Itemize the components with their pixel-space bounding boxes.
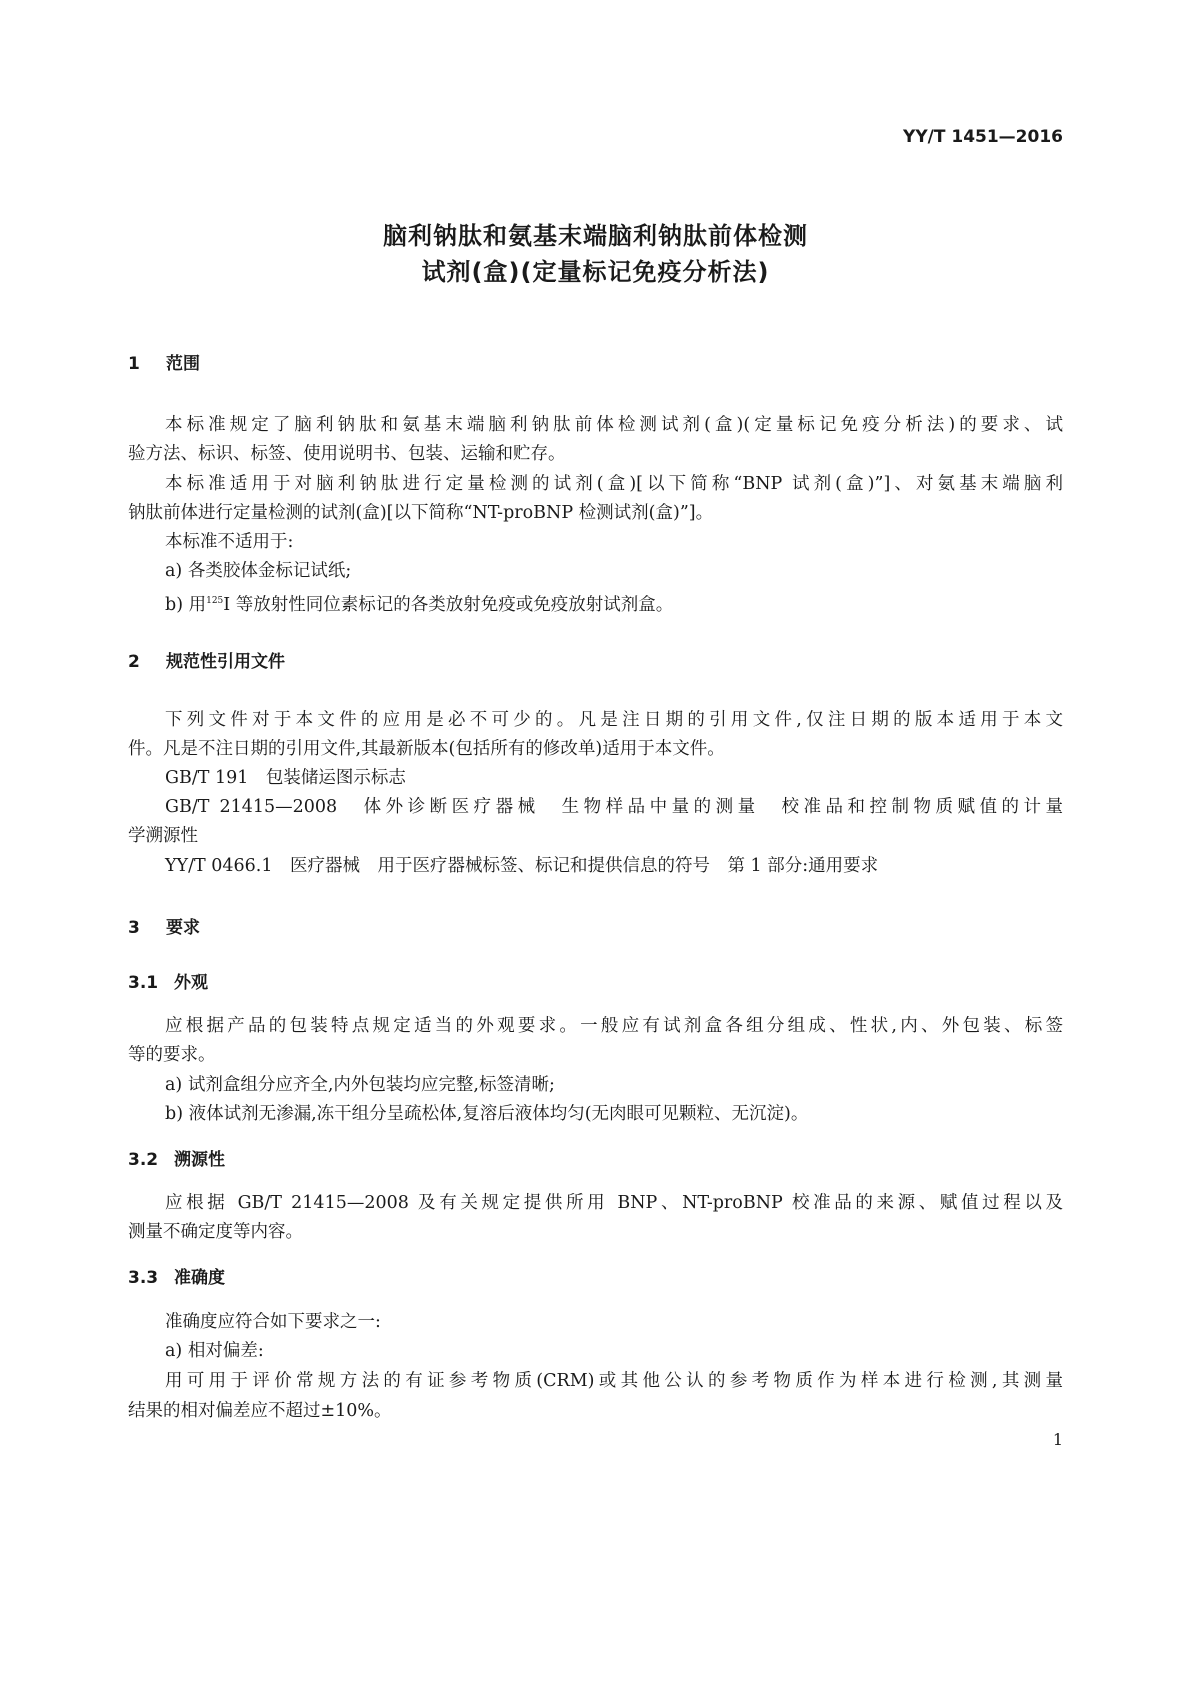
paragraph-line: 用可用于评价常规方法的有证参考物质(CRM)或其他公认的参考物质作为样本进行检测,其测量 xyxy=(165,1371,1063,1391)
paragraph-line: 下列文件对于本文件的应用是必不可少的。凡是注日期的引用文件,仅注日期的版本适用于本文 xyxy=(165,710,1063,730)
reference-item-cont: 学溯源性 xyxy=(128,826,198,846)
reference-item: YY/T 0466.1 医疗器械 用于医疗器械标签、标记和提供信息的符号 第 1 部分:通用要求 xyxy=(165,856,879,876)
list-item: a) 相对偏差: xyxy=(165,1341,264,1361)
section-3-heading: 3 要求 xyxy=(128,918,200,938)
paragraph-line: 应根据产品的包装特点规定适当的外观要求。一般应有试剂盒各组分组成、性状,内、外包装、标签 xyxy=(165,1016,1063,1036)
reference-item: GB/T 21415—2008 体外诊断医疗器械 生物样品中量的测量 校准品和控制物质赋值的计量 xyxy=(165,797,1063,817)
page-number: 1 xyxy=(1052,1430,1063,1449)
paragraph-line: 验方法、标识、标签、使用说明书、包装、运输和贮存。 xyxy=(128,444,566,464)
standard-number: YY/T 1451—2016 xyxy=(903,127,1063,147)
paragraph-line: 结果的相对偏差应不超过±10%。 xyxy=(128,1401,392,1421)
document-title-line1: 脑利钠肽和氨基末端脑利钠肽前体检测 xyxy=(383,222,808,250)
paragraph-line: 本标准不适用于: xyxy=(165,532,294,552)
paragraph-line: 钠肽前体进行定量检测的试剂(盒)[以下简称“NT-proBNP 检测试剂(盒)”]。 xyxy=(128,503,714,523)
section-2-heading: 2 规范性引用文件 xyxy=(128,652,285,672)
section-1-heading: 1 范围 xyxy=(128,354,200,374)
paragraph-line: 本标准适用于对脑利钠肽进行定量检测的试剂(盒)[以下简称“BNP 试剂(盒)”]、对氨基末端脑利 xyxy=(165,474,1063,494)
list-item: a) 各类胶体金标记试纸; xyxy=(165,561,352,581)
paragraph-line: 准确度应符合如下要求之一: xyxy=(165,1312,381,1332)
section-3-2-heading: 3.2 溯源性 xyxy=(128,1150,225,1170)
list-item: b) 液体试剂无渗漏,冻干组分呈疏松体,复溶后液体均匀(无肉眼可见颗粒、无沉淀)。 xyxy=(165,1104,809,1124)
reference-item: GB/T 191 包装储运图示标志 xyxy=(165,768,406,788)
list-item: b) 用$^{125}$I 等放射性同位素标记的各类放射免疫或免疫放射试剂盒。 xyxy=(165,595,674,615)
section-3-1-heading: 3.1 外观 xyxy=(128,973,208,993)
paragraph-line: 应根据 GB/T 21415—2008 及有关规定提供所用 BNP、NT-proBNP 校准品的来源、赋值过程以及 xyxy=(165,1193,1063,1213)
list-item: a) 试剂盒组分应齐全,内外包装均应完整,标签清晰; xyxy=(165,1075,555,1095)
paragraph-line: 件。凡是不注日期的引用文件,其最新版本(包括所有的修改单)适用于本文件。 xyxy=(128,739,725,759)
document-title-line2: 试剂(盒)(定量标记免疫分析法) xyxy=(421,258,770,286)
paragraph-line: 测量不确定度等内容。 xyxy=(128,1222,303,1242)
paragraph-line: 本标准规定了脑利钠肽和氨基末端脑利钠肽前体检测试剂(盒)(定量标记免疫分析法)的要求、试 xyxy=(165,415,1063,435)
section-3-3-heading: 3.3 准确度 xyxy=(128,1268,225,1288)
paragraph-line: 等的要求。 xyxy=(128,1045,216,1065)
